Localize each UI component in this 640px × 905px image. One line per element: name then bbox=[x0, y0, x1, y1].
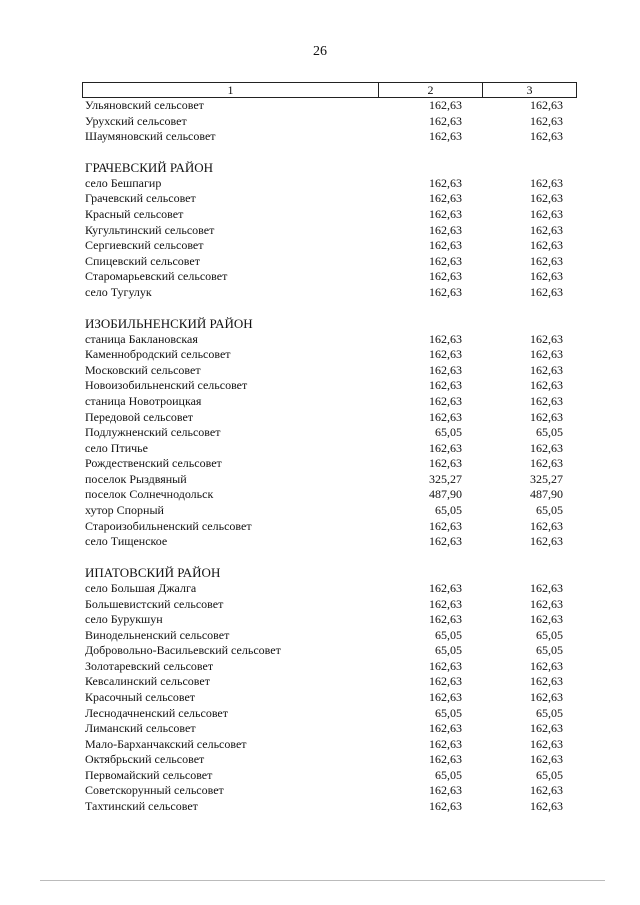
row-value-col-3: 162,63 bbox=[530, 752, 563, 767]
row-value-col-3: 162,63 bbox=[530, 518, 563, 533]
table-row bbox=[85, 207, 565, 223]
table-row bbox=[85, 612, 565, 628]
table-row bbox=[85, 581, 565, 597]
row-value-col-3: 162,63 bbox=[530, 783, 563, 798]
row-name: Старомарьевский сельсовет bbox=[85, 269, 228, 284]
row-value-col-2: 162,63 bbox=[429, 518, 462, 533]
row-value-col-3: 162,63 bbox=[530, 207, 563, 222]
table-row bbox=[85, 674, 565, 690]
row-value-col-3: 65,05 bbox=[536, 503, 563, 518]
table-header bbox=[82, 82, 577, 98]
table-row bbox=[85, 503, 565, 519]
row-value-col-2: 162,63 bbox=[429, 113, 462, 128]
row-value-col-2: 162,63 bbox=[429, 362, 462, 377]
row-value-col-2: 65,05 bbox=[435, 767, 462, 782]
section-title: ГРАЧЕВСКИЙ РАЙОН bbox=[85, 160, 214, 176]
table-row bbox=[85, 597, 565, 613]
table-row bbox=[85, 332, 565, 348]
row-value-col-3: 162,63 bbox=[530, 362, 563, 377]
row-value-col-3: 162,63 bbox=[530, 253, 563, 268]
row-name: село Большая Джалга bbox=[85, 580, 197, 595]
row-value-col-2: 162,63 bbox=[429, 534, 462, 549]
row-value-col-3: 162,63 bbox=[530, 409, 563, 424]
row-value-col-2: 487,90 bbox=[429, 487, 462, 502]
row-value-col-3: 162,63 bbox=[530, 534, 563, 549]
row-value-col-2: 162,63 bbox=[429, 269, 462, 284]
table-row bbox=[85, 643, 565, 659]
row-name: Лиманский сельсовет bbox=[85, 721, 196, 736]
table-row bbox=[85, 129, 565, 145]
row-value-col-2: 162,63 bbox=[429, 98, 462, 112]
header-col-2: 2 bbox=[379, 83, 483, 97]
row-value-col-3: 162,63 bbox=[530, 284, 563, 299]
table-row bbox=[85, 690, 565, 706]
row-value-col-3: 162,63 bbox=[530, 129, 563, 144]
table-row bbox=[85, 721, 565, 737]
row-name: Подлужненский сельсовет bbox=[85, 425, 221, 440]
row-name: село Тугулук bbox=[85, 284, 152, 299]
section-heading-row bbox=[85, 316, 565, 332]
row-name: станица Баклановская bbox=[85, 331, 198, 346]
row-value-col-2: 162,63 bbox=[429, 191, 462, 206]
row-value-col-2: 162,63 bbox=[429, 378, 462, 393]
row-value-col-2: 65,05 bbox=[435, 425, 462, 440]
section-heading-row bbox=[85, 565, 565, 581]
section-heading-row bbox=[85, 160, 565, 176]
section-title: ИЗОБИЛЬНЕНСКИЙ РАЙОН bbox=[85, 316, 253, 332]
table-row bbox=[85, 191, 565, 207]
row-name: Рождественский сельсовет bbox=[85, 456, 222, 471]
row-value-col-3: 162,63 bbox=[530, 736, 563, 751]
table-row bbox=[85, 737, 565, 753]
row-name: Кевсалинский сельсовет bbox=[85, 674, 210, 689]
row-value-col-3: 162,63 bbox=[530, 456, 563, 471]
row-name: поселок Рыздвяный bbox=[85, 471, 187, 486]
row-value-col-2: 162,63 bbox=[429, 721, 462, 736]
row-name: Московский сельсовет bbox=[85, 362, 201, 377]
row-value-col-3: 325,27 bbox=[530, 471, 563, 486]
row-value-col-3: 162,63 bbox=[530, 98, 563, 112]
row-value-col-2: 65,05 bbox=[435, 643, 462, 658]
blank-row bbox=[85, 301, 565, 317]
row-value-col-3: 162,63 bbox=[530, 799, 563, 814]
row-name: Староизобильненский сельсовет bbox=[85, 518, 252, 533]
row-value-col-3: 162,63 bbox=[530, 222, 563, 237]
row-value-col-2: 162,63 bbox=[429, 253, 462, 268]
row-name: Добровольно-Васильевский сельсовет bbox=[85, 643, 281, 658]
row-name: Мало-Барханчакский сельсовет bbox=[85, 736, 247, 751]
header-col-1: 1 bbox=[83, 83, 379, 97]
table-row bbox=[85, 425, 565, 441]
row-value-col-2: 162,63 bbox=[429, 222, 462, 237]
table-row bbox=[85, 441, 565, 457]
row-name: Урухский сельсовет bbox=[85, 113, 187, 128]
row-value-col-3: 162,63 bbox=[530, 721, 563, 736]
table-row bbox=[85, 238, 565, 254]
table-row bbox=[85, 534, 565, 550]
row-value-col-2: 162,63 bbox=[429, 689, 462, 704]
row-value-col-3: 162,63 bbox=[530, 612, 563, 627]
table-row bbox=[85, 285, 565, 301]
row-name: Шаумяновский сельсовет bbox=[85, 129, 216, 144]
row-value-col-2: 162,63 bbox=[429, 331, 462, 346]
row-value-col-3: 162,63 bbox=[530, 175, 563, 190]
row-name: село Тищенское bbox=[85, 534, 168, 549]
row-value-col-3: 162,63 bbox=[530, 674, 563, 689]
row-name: Каменнобродский сельсовет bbox=[85, 347, 231, 362]
row-name: Большевистский сельсовет bbox=[85, 596, 224, 611]
page-bottom-line bbox=[40, 880, 605, 881]
row-name: Новоизобильненский сельсовет bbox=[85, 378, 248, 393]
blank-row bbox=[85, 550, 565, 566]
section-title: ИПАТОВСКИЙ РАЙОН bbox=[85, 565, 221, 581]
row-name: Спицевский сельсовет bbox=[85, 253, 200, 268]
row-value-col-2: 65,05 bbox=[435, 705, 462, 720]
row-value-col-3: 65,05 bbox=[536, 643, 563, 658]
row-name: станица Новотроицкая bbox=[85, 393, 202, 408]
table-row bbox=[85, 98, 565, 114]
row-value-col-2: 162,63 bbox=[429, 580, 462, 595]
row-name: Кугультинский сельсовет bbox=[85, 222, 215, 237]
row-value-col-2: 162,63 bbox=[429, 175, 462, 190]
row-value-col-2: 162,63 bbox=[429, 129, 462, 144]
row-name: село Птичье bbox=[85, 440, 148, 455]
row-value-col-2: 162,63 bbox=[429, 596, 462, 611]
row-value-col-2: 162,63 bbox=[429, 284, 462, 299]
row-value-col-2: 65,05 bbox=[435, 627, 462, 642]
row-value-col-2: 162,63 bbox=[429, 440, 462, 455]
row-value-col-2: 162,63 bbox=[429, 456, 462, 471]
row-value-col-2: 162,63 bbox=[429, 409, 462, 424]
table-row bbox=[85, 799, 565, 815]
row-name: Винодельненский сельсовет bbox=[85, 627, 230, 642]
row-name: хутор Спорный bbox=[85, 503, 164, 518]
row-value-col-2: 162,63 bbox=[429, 347, 462, 362]
table-row bbox=[85, 628, 565, 644]
row-value-col-2: 162,63 bbox=[429, 799, 462, 814]
table-row bbox=[85, 487, 565, 503]
row-name: село Бурукшун bbox=[85, 612, 163, 627]
row-name: Советскорунный сельсовет bbox=[85, 783, 224, 798]
table-row bbox=[85, 269, 565, 285]
row-value-col-3: 162,63 bbox=[530, 689, 563, 704]
row-value-col-2: 162,63 bbox=[429, 674, 462, 689]
row-value-col-3: 162,63 bbox=[530, 113, 563, 128]
row-value-col-2: 65,05 bbox=[435, 503, 462, 518]
row-name: Грачевский сельсовет bbox=[85, 191, 196, 206]
table-row bbox=[85, 659, 565, 675]
row-value-col-2: 162,63 bbox=[429, 736, 462, 751]
table-body bbox=[85, 98, 565, 815]
row-value-col-2: 162,63 bbox=[429, 238, 462, 253]
table-row bbox=[85, 254, 565, 270]
row-value-col-3: 162,63 bbox=[530, 331, 563, 346]
table-row bbox=[85, 114, 565, 130]
row-value-col-3: 162,63 bbox=[530, 440, 563, 455]
table-row bbox=[85, 347, 565, 363]
row-value-col-2: 162,63 bbox=[429, 393, 462, 408]
row-name: Золотаревский сельсовет bbox=[85, 658, 214, 673]
table-row bbox=[85, 378, 565, 394]
row-value-col-3: 162,63 bbox=[530, 378, 563, 393]
table-row bbox=[85, 472, 565, 488]
row-name: Сергиевский сельсовет bbox=[85, 238, 204, 253]
row-value-col-3: 487,90 bbox=[530, 487, 563, 502]
table-row bbox=[85, 519, 565, 535]
table-row bbox=[85, 410, 565, 426]
table-row bbox=[85, 783, 565, 799]
table-row bbox=[85, 363, 565, 379]
page-number: 26 bbox=[313, 44, 327, 59]
row-value-col-3: 65,05 bbox=[536, 767, 563, 782]
table-row bbox=[85, 223, 565, 239]
blank-row bbox=[85, 145, 565, 161]
row-value-col-2: 162,63 bbox=[429, 752, 462, 767]
table-row bbox=[85, 752, 565, 768]
row-value-col-3: 162,63 bbox=[530, 596, 563, 611]
row-value-col-2: 162,63 bbox=[429, 658, 462, 673]
row-value-col-2: 162,63 bbox=[429, 612, 462, 627]
row-value-col-3: 162,63 bbox=[530, 269, 563, 284]
table-row bbox=[85, 456, 565, 472]
row-value-col-2: 162,63 bbox=[429, 783, 462, 798]
header-col-3: 3 bbox=[526, 83, 533, 97]
row-value-col-3: 162,63 bbox=[530, 393, 563, 408]
row-name: Ульяновский сельсовет bbox=[85, 98, 204, 112]
table-row bbox=[85, 706, 565, 722]
row-value-col-3: 65,05 bbox=[536, 705, 563, 720]
row-name: поселок Солнечнодольск bbox=[85, 487, 214, 502]
row-name: Леснодачненский сельсовет bbox=[85, 705, 228, 720]
row-value-col-2: 162,63 bbox=[429, 207, 462, 222]
table-row bbox=[85, 768, 565, 784]
row-name: Октябрьский сельсовет bbox=[85, 752, 205, 767]
row-name: село Бешпагир bbox=[85, 175, 162, 190]
row-name: Первомайский сельсовет bbox=[85, 767, 213, 782]
row-value-col-3: 162,63 bbox=[530, 658, 563, 673]
row-name: Тахтинский сельсовет bbox=[85, 799, 198, 814]
row-value-col-2: 325,27 bbox=[429, 471, 462, 486]
table-row bbox=[85, 176, 565, 192]
row-value-col-3: 65,05 bbox=[536, 627, 563, 642]
row-value-col-3: 162,63 bbox=[530, 580, 563, 595]
row-name: Красочный сельсовет bbox=[85, 689, 196, 704]
row-name: Передовой сельсовет bbox=[85, 409, 194, 424]
row-value-col-3: 162,63 bbox=[530, 347, 563, 362]
row-name: Красный сельсовет bbox=[85, 207, 184, 222]
row-value-col-3: 65,05 bbox=[536, 425, 563, 440]
table-row bbox=[85, 394, 565, 410]
row-value-col-3: 162,63 bbox=[530, 191, 563, 206]
row-value-col-3: 162,63 bbox=[530, 238, 563, 253]
